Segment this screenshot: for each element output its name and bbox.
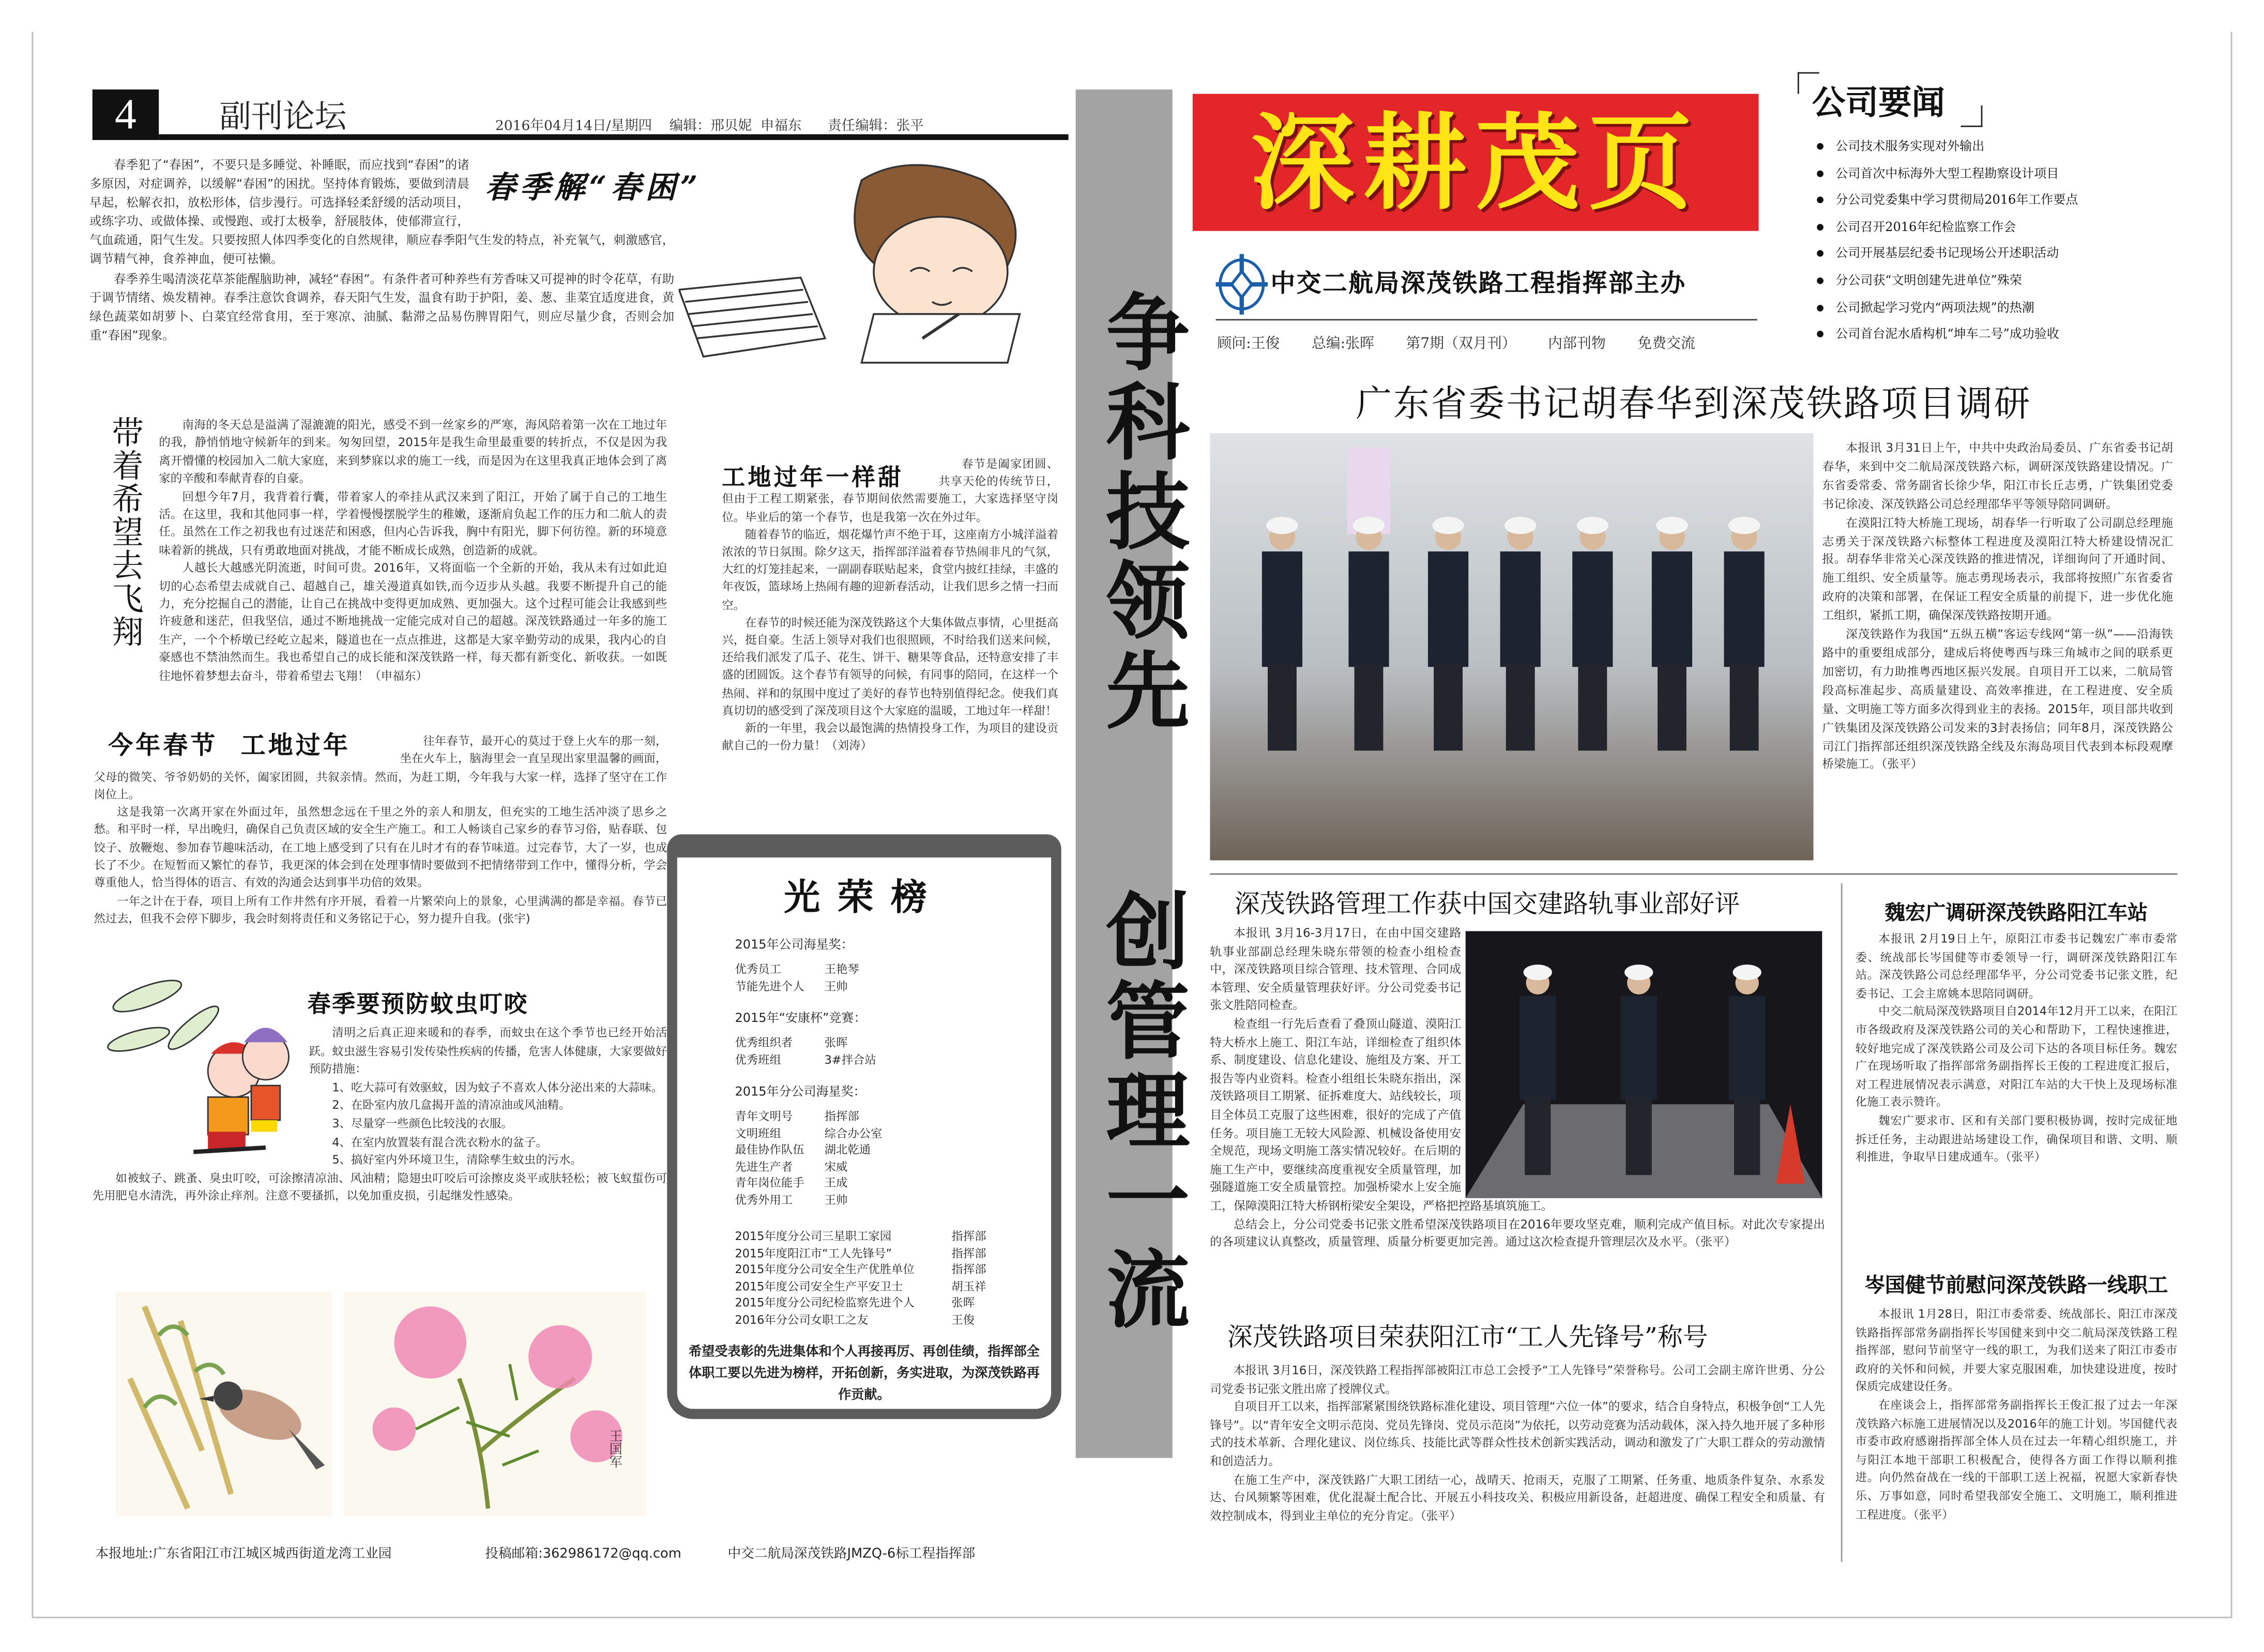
article-title-vertical: 带着希望去飞翔: [107, 416, 143, 648]
issue-info-item: 免费交流: [1637, 336, 1695, 353]
wei-title: 魏宏广调研深茂铁路阳江车站: [1885, 902, 2148, 926]
honoree: 指挥部: [824, 1110, 859, 1123]
paragraph: 1、吃大蒜可有效驱蚊，因为蚊子不喜欢人体分泌出来的大蒜味。: [332, 1081, 663, 1094]
honor-row: [735, 961, 1051, 978]
person-figure: [1652, 552, 1692, 667]
paragraph: 随着春节的临近，烟花爆竹声不绝于耳，这座南方小城洋溢着浓浓的节日氛围。除夕这天，指挥部洋溢着春节热闹非凡的气氛，大红的灯笼挂起来，一副副春联贴起来，食堂内披红挂绿，丰盛的年夜饭，篮球场上热闹有趣的迎新春活动，让我们思乡之情一扫而空。: [722, 528, 1059, 612]
paragraph: 南海的冬天总是溢满了湿漉漉的阳光，感受不到一丝家乡的严寒，海风陪着第一次在工地过年的我，静悄悄地守候新年的到来。匆匆回望，2015年是我生命里最重要的转折点，不仅是因为我离开懵懂的校园加入二航大家庭，来到梦寐以求的施工一线，而是因为在这里我真正地体会到了离家的辛酸和奉献青春的自豪。: [159, 417, 667, 485]
masthead: [1193, 94, 1759, 231]
news-item[interactable]: ● 公司召开2016年纪检监察工作会: [1816, 215, 2078, 242]
company-news-list: [1816, 134, 2078, 349]
article-sweet: [722, 456, 1058, 785]
award-name: 2015年度分公司安全生产优胜单位: [735, 1263, 915, 1276]
painting-signature: 王国军: [607, 1429, 623, 1469]
news-item[interactable]: ● 分公司获“文明创建先进单位”殊荣: [1816, 268, 2078, 295]
article-newyear: [94, 733, 667, 943]
award-name: 2015年度分公司纪检监察先进个人: [735, 1296, 915, 1309]
person-figure: [1728, 517, 1760, 534]
honoree: 湖北乾通: [824, 1143, 871, 1156]
bird-painting: [115, 1292, 332, 1516]
honor-row: [735, 1295, 1051, 1311]
page-border: [32, 1617, 2232, 1618]
issue-info-item: 顾问:王俊: [1217, 336, 1280, 353]
organizer: 中交二航局深茂铁路工程指挥部主办: [1270, 270, 1686, 299]
news-item[interactable]: ● 分公司党委集中学习贯彻局2016年工作要点: [1816, 188, 2078, 215]
honor-row: [735, 978, 1051, 995]
honor-section-heading: 2015年公司海星奖：: [735, 938, 854, 953]
honor-section-heading: 2015年分公司海星奖：: [735, 1085, 866, 1100]
person-figure: [1505, 517, 1536, 534]
person-figure: [1266, 517, 1298, 534]
person-figure: [1262, 552, 1302, 667]
honor-roll-closing: 希望受表彰的先进集体和个人再接再厉、再创佳绩，指挥部全体职工要以先进为榜样，开拓创新，务实进取，为深茂铁路再作贡献。: [689, 1345, 1040, 1403]
paragraph: 3、尽量穿一些颜色比较浅的衣服。: [332, 1117, 513, 1130]
paragraph: 在座谈会上，指挥部常务副指挥长王俊汇报了过去一年深茂铁路六标施工进展情况以及2016年的施工计划。岑国健代表市委市政府感谢指挥部全体人员在过去一年精心组织施工，并与阳江本地干部职工积极配合，使得各方面工作得以顺利推进。向仍然奋战在一线的干部职工送上祝福，祝愿大家新春快乐、万事如意，同时希望我部安全施工、文明施工，顺利推进工程进度。（张平）: [1855, 1399, 2178, 1521]
award-name: 2015年度阳江市“工人先锋号”: [735, 1246, 892, 1260]
person-figure: [1626, 1097, 1652, 1175]
honor-row: [735, 1175, 1051, 1191]
article-body: [1856, 1306, 2178, 1524]
article-title: 工地过年一样甜: [722, 463, 904, 491]
paragraph: 在春节的时候还能为深茂铁路这个大集体做点事情，心里挺高兴，挺自豪。生活上领导对我们也很照顾，不时给我们送来问候，还给我们派发了瓜子、花生、饼干、糖果等食品，还特意安排了丰盛的团圆饭。这个春节有领导的问候，有同事的陪同，在这样一个热闹、祥和的氛围中度过了美好的春节也特别值得纪念。使我们真真切切的感受到了深茂项目这个大家庭的温暖，工地过年一样甜！: [722, 616, 1059, 717]
honoree: 宋威: [824, 1159, 848, 1173]
dateline: 2016年04月14日/星期四 编辑：邢贝妮 申福东 责任编辑：张平: [495, 118, 924, 134]
company-news-header: [1798, 72, 1982, 127]
person-figure: [1572, 552, 1613, 667]
person-figure: [1578, 664, 1607, 751]
honor-row: [735, 1051, 1051, 1068]
article-title: 今年春节 工地过年: [108, 731, 351, 761]
paragraph: 如被蚊子、跳蚤、臭虫叮咬，可涂擦清凉油、风油精；隐翅虫叮咬后可涂擦皮炎平或肤轻松；被飞蚁蜇伤可先用肥皂水清洗，再外涂止痒剂。注意不要搔抓，以免加重皮损，引起继发性感染。: [92, 1171, 667, 1203]
paragraph: 春季犯了“春困”，不要只是多睡觉、补睡眠，而应找到“春困”的诸多原因，对症调养，以缓解“春困”的困扰。坚持体育锻炼，要做到清晨早起，松解衣扣，放松形体，信步漫行。可选择轻柔舒缓的活动项目，或练字功、或做体操、或慢跑、或打太极拳，舒展肢体，使郁滞宣行，气血疏通，阳气生发。只要按照人体四季变化的自然规律，顺应春季阳气生发的特点，补充氧气，刺激感官，调节精气神，食养神血，便可袪懒。: [89, 157, 675, 267]
honoree: 张晖: [824, 1036, 848, 1050]
honoree: 王帅: [824, 1193, 848, 1206]
honoree: 指挥部: [951, 1246, 986, 1260]
honor-row: [735, 1278, 1051, 1295]
article-body: [1210, 1362, 1825, 1525]
award-name: 2015年度分公司三星职工家园: [735, 1230, 892, 1243]
paragraph: 4、在室内放置装有混合洗衣粉水的盆子。: [332, 1135, 548, 1149]
column-divider: [1841, 883, 1843, 1562]
paragraph: 本报讯 1月28日，阳江市委常委、统战部长、阳江市深茂铁路指挥部常务副指挥长岑国健来到中交二航局深茂铁路工程指挥部，慰问节前坚守一线的职工，为我们送来了阳江市委市政府的关怀和问候，并要大家克服困难，加快建设进度，按时保质完成建设任务。: [1855, 1308, 2178, 1394]
person-figure: [1348, 552, 1389, 667]
paragraph: 5、搞好室内外环境卫生，清除孳生蚊虫的污水。: [332, 1153, 582, 1167]
article-title: 春季要预防蚊虫叮咬: [307, 990, 529, 1018]
honoree: 综合办公室: [824, 1126, 883, 1140]
honor-row: [735, 1109, 1051, 1125]
paragraph: 深茂铁路作为我国“五纵五横”客运专线网“第一纵”——沿海铁路中的重要组成部分，建成后将使粤西与珠三角城市之间的联系更加密切，有力助推粤西地区振兴发展。自项目开工以来，二航局管段高标准起步、高质量建设、高效率推进，在工程进度、安全质量、文明施工等方面多次得到业主的表扬。2015年，项目部共收到广铁集团及深茂铁路公司发来的3封表扬信；同年8月，深茂铁路公司江门指挥部还组织深茂铁路全线及东海岛项目代表到本标段观摩桥梁施工。（张平）: [1822, 626, 2174, 772]
paragraph: 自项目开工以来，指挥部紧紧围绕铁路标准化建设、项目管理“六位一体”的要求，结合自身特点，积极争创“工人先锋号”。以“青年安全文明示范岗、党员先锋岗、党员示范岗”为依托，以劳动竞赛为活动载体，深入持久地开展了多种形式的技术革新、合理化建议、岗位练兵、技能比武等群众性技术创新实践活动，调动和激发了广大职工群众的劳动激情和创造活力。: [1210, 1399, 1825, 1469]
lead-photo: [1210, 433, 1813, 861]
masthead-title: 深耕茂页: [1250, 101, 1701, 224]
person-figure: [1428, 552, 1468, 667]
article-hope: [159, 416, 667, 705]
award-name: 2015年度公司安全生产平安卫士: [735, 1279, 903, 1293]
person-figure: [1621, 996, 1657, 1099]
footer-email[interactable]: 投稿邮箱:362986172@qq.com: [485, 1546, 681, 1562]
company-news-title: 公司要闻: [1812, 85, 1945, 123]
person-figure: [1353, 517, 1385, 534]
honoree: 王成: [824, 1176, 848, 1190]
paragraph: 新的一年里，我会以最饱满的热情投身工作，为项目的建设贡献自己的一份力量！（刘涛）: [722, 722, 1059, 753]
paragraph: 本报讯 2月19日上午，原阳江市委书记魏宏广率市委常委、统战部长岑国健等市委领导一行，调研深茂铁路阳江车站。深茂铁路公司总经理邵华平，分公司党委书记张文胜，纪委书记、工会主席姚本思陪同调研。: [1855, 932, 2178, 1000]
issue-info-item: 总编:张晖: [1311, 336, 1374, 353]
honoree: 胡玉祥: [951, 1279, 986, 1293]
cccc-logo-icon: [1215, 254, 1268, 315]
paragraph: 春季养生喝清淡花草茶能醒脑助神，减轻“春困”。有条件者可种养些有芳香味又可提神的时令花草，有助于调节情绪、焕发精神。春季注意饮食调养，春天阳气生发，温食有助于护阳，姜、葱、韭菜宜适度进食，黄绿色蔬菜如胡萝卜、白菜宜经常食用，至于寒凉、油腻、黏滞之品易伤脾胃阳气，则应尽量少食，否则会加重“春困”现象。: [89, 270, 675, 342]
honor-row: [735, 1245, 1051, 1262]
wei-article: [1856, 931, 2178, 1260]
person-figure: [1656, 517, 1688, 534]
honor-row: [735, 1125, 1051, 1142]
paragraph: 往年春节，最开心的莫过于登上火车的那一刻，坐在火车上，脑海里会一直呈现出家里温馨的画面，父母的微笑、爷爷奶奶的关怀，阖家团圆，共叙亲情。然而，为赶工期，今年我与大家一样，选择了坚守在工作岗位上。: [94, 735, 667, 801]
honor-row: [735, 1035, 1051, 1051]
news-item[interactable]: ● 公司开展基层纪委书记现场公开述职活动: [1816, 241, 2078, 268]
honor-row: [735, 1229, 1051, 1245]
honor-row: [735, 1191, 1051, 1208]
article-body: [722, 456, 1058, 755]
award-name: 优秀组织者: [735, 1036, 793, 1050]
sleepy-student-cartoon: [679, 156, 1032, 373]
news-item[interactable]: ● 公司首次中标海外大型工程勘察设计项目: [1816, 161, 2078, 188]
paragraph: 春节是阖家团圆、共享天伦的传统节日，但由于工程工期紧张，春节期间依然需要施工，大家选择坚守岗位。毕业后的第一个春节，也是我第一次在外过年。: [722, 457, 1059, 524]
footer-address: 本报地址:广东省阳江市江城区城西街道龙湾工业园: [95, 1546, 392, 1562]
cen-title: 岑国健节前慰问深茂铁路一线职工: [1864, 1274, 2168, 1298]
paragraph: 中交二航局深茂铁路项目自2014年12月开工以来，在阳江市各级政府及深茂铁路公司的关心和帮助下，工程快速推进，较好地完成了深茂铁路公司及公司下达的各项目标任务。魏宏广在现场听取了指挥部常务副指挥长王俊的工程进度汇报后，对工程进展情况表示满意，对阳江车站的大干快上及现场标准化施工表示赞许。: [1855, 1005, 2178, 1109]
slogan-1: 争科技领先: [1091, 288, 1190, 737]
paragraph: 本报讯 3月16-3月17日，在由中国交建路轨事业部副总经理朱晓东带领的检查小组检查中，深茂铁路项目综合管理、技术管理、合同成本管理、安全质量管理获好评。分公司党委书记张文胜陪同检查。: [1210, 925, 1462, 1013]
award-name: 先进生产者: [735, 1159, 793, 1173]
honoree: 3#拌合站: [824, 1053, 876, 1066]
person-figure: [1525, 1097, 1551, 1175]
pioneer-article: [1210, 1362, 1825, 1546]
news-item[interactable]: ● 公司首台泥水盾构机“坤车二号”成功验收: [1816, 322, 2078, 349]
person-figure: [1524, 965, 1552, 980]
honor-section-heading: 2015年“安康杯”竞赛：: [735, 1012, 867, 1027]
slogan-2: 创管理一流: [1091, 888, 1190, 1336]
page-number: 4: [93, 89, 159, 140]
management-title: 深茂铁路管理工作获中国交建路轨事业部好评: [1234, 891, 1740, 920]
header-rule: [159, 134, 1068, 140]
person-figure: [1733, 965, 1761, 980]
divider: [1215, 319, 1757, 320]
person-figure: [1577, 517, 1608, 534]
award-name: 青年文明号: [735, 1110, 793, 1123]
page-border: [2231, 32, 2232, 1616]
paragraph: 这是我第一次离开家在外面过年，虽然想念远在千里之外的亲人和朋友，但充实的工地生活冲淡了思乡之愁。和平时一样，早出晚归，确保自己负责区域的安全生产施工。和工人畅谈自己家乡的春节习俗，贴春联、包饺子、放鞭炮、参加春节趣味活动，在工地上感受到了只有在儿时才有的春节味道。过完春节，大了一岁，也成长了不少。在短暂而又繁忙的春节，我更深的体会到在处理事情时要做到不把情绪带到工作中，懂得分析，学会尊重他人，恰当得体的语言、有效的沟通会达到事半功倍的效果。: [94, 805, 667, 890]
honor-row: [735, 1142, 1051, 1158]
paragraph: 清明之后真正迎来暖和的春季，而蚊虫在这个季节也已经开始活跃。蚊虫滋生容易引发传染性疾病的传播，危害人体健康，大家要做好预防措施：: [309, 1026, 667, 1076]
tunnel-inspection-photo: [1466, 931, 1822, 1198]
article-body: [1822, 439, 2173, 774]
person-figure: [1624, 965, 1653, 980]
mosquito-cartoon: [107, 970, 302, 1161]
person-figure: [1658, 664, 1686, 751]
person-figure: [1506, 664, 1535, 751]
section-title: 副刊论坛: [219, 98, 347, 134]
issue-info: [1217, 331, 1727, 353]
award-name: 优秀员工: [735, 962, 781, 976]
paragraph: 2、在卧室内放几盒揭开盖的清凉油或风油精。: [332, 1099, 571, 1112]
honoree: 指挥部: [951, 1230, 986, 1243]
person-figure: [1729, 996, 1765, 1099]
award-name: 优秀外用工: [735, 1193, 793, 1206]
honoree: 指挥部: [951, 1263, 986, 1276]
person-figure: [1520, 996, 1556, 1099]
person-figure: [1730, 664, 1759, 751]
lead-headline: 广东省委书记胡春华到深茂铁路项目调研: [1356, 383, 2032, 425]
award-name: 青年岗位能手: [735, 1176, 804, 1190]
person-figure: [1724, 552, 1764, 667]
paragraph: 本报讯 3月16日，深茂铁路工程指挥部被阳江市总工会授予“工人先锋号”荣誉称号。公司工会副主席许世勇、分公司党委书记张文胜出席了授牌仪式。: [1210, 1363, 1825, 1396]
person-figure: [1500, 552, 1541, 667]
person-figure: [1432, 517, 1464, 534]
paragraph: 一年之计在于春，项目上所有工作井然有序开展，看着一片繁荣向上的景象，心里满满的都是幸福。春节已然过去，但我不会停下脚步，我会时刻将责任和义务铭记于心，努力提升自我。(张宇): [94, 894, 667, 926]
article-body: [1856, 931, 2178, 1167]
award-name: 2016年分公司女职工之友: [735, 1312, 869, 1326]
award-name: 优秀班组: [735, 1053, 781, 1066]
award-name: 最佳协作队伍: [735, 1143, 804, 1156]
paragraph: 在漠阳江特大桥施工现场，胡春华一行听取了公司副总经理施志勇关于深茂铁路六标整体工程进度及漠阳江特大桥建设情况汇报。胡春华非常关心深茂铁路的推进情况，详细询问了开通时间、施工组织、安全质量等。施志勇现场表示，我部将按照广东省委省政府的决策和部署，在保证工程安全质量的前提下，进一步优化施工组织，紧抓工期，确保深茂铁路按期开通。: [1822, 514, 2174, 623]
article-title: 春季解“春困”: [485, 169, 702, 205]
honoree: 王艳琴: [824, 962, 859, 976]
honoree: 王帅: [824, 979, 848, 992]
honor-row: [735, 1158, 1051, 1175]
honor-roll: [667, 834, 1061, 1419]
paragraph: 总结会上，分公司党委书记张文胜希望深茂铁路项目在2016年要攻坚克难，顺利完成产值目标。对此次专家提出的各项建议认真整改，质量管理、质量分析要更加完善。通过这次检查提升管理层次及水平。（张平）: [1210, 1216, 1825, 1249]
honor-row: [735, 1311, 1051, 1328]
paragraph: 回想今年7月，我背着行囊，带着家人的牵挂从武汉来到了阳江，开始了属于自己的工地生活。在这里，我和其他同事一样，学着慢慢摆脱学生的稚嫩，逐渐肩负起工作的压力和二航人的责任。虽然在工作之初我也有过迷茫和困惑，但内心告诉我，胸中有阳光，脚下何彷徨。新的环境意味着新的挑战，只有勇敢地面对挑战，才能不断成长成熟，创造新的成就。: [159, 488, 667, 557]
paragraph: 人越长大越感光阴流逝，时间可贵。2016年，又将面临一个全新的开始，我从未有过如此迫切的心态希望去成就自己、超越自己，雄关漫道真如铁,而今迈步从头越。我要不断提升自己的能力，充分挖掘自己的潜能，让自己在挑战中变得更加成熟、更加强大。这个过程可能会让我感到些许疲惫和迷茫，但我坚信，通过不断地挑战一定能完成对自己的超越。深茂铁路通过一年多的施工生产，一个个桥墩已经屹立起来，隧道也在一点点推进，这都是大家辛勤劳动的成果，我内心的自豪感也不禁油然而生。我也希望自己的成长能和深茂铁路一样，每天都有新变化、新收获。一如既往地怀着梦想去奋斗，带着希望去飞翔！（申福东）: [159, 560, 667, 683]
award-name: 文明班组: [735, 1126, 781, 1140]
honoree: 王俊: [951, 1312, 975, 1326]
honoree: 张晖: [951, 1296, 975, 1309]
flower-painting: [344, 1292, 647, 1516]
divider: [1210, 874, 2177, 875]
issue-info-item: 内部刊物: [1548, 336, 1606, 353]
cen-article: [1856, 1306, 2178, 1563]
honor-row: [735, 1262, 1051, 1278]
page-border: [32, 32, 33, 1616]
news-item[interactable]: ● 公司技术服务实现对外输出: [1816, 134, 2078, 161]
paragraph: 魏宏广要求市、区和有关部门要积极协调，按时完成征地拆迁任务，主动跟进站场建设工作，确保项目和谐、文明、顺利推进，争取早日建成通车。（张平）: [1855, 1114, 2178, 1164]
pioneer-title: 深茂铁路项目荣获阳江市“工人先锋号”称号: [1227, 1323, 1708, 1353]
article-body: [159, 416, 667, 684]
paragraph: 检查组一行先后查看了叠顶山隧道、漠阳江特大桥水上施工、阳江车站，详细检查了组织体系、制度建设、信息化建设、施组及方案、开工报告等内业资料。检查小组组长朱晓东指出，深茂铁路项目工期紧、征拆难度大、站线较长，项目全体员工克服了这些困难，很好的完成了产值任务。项目施工无较大风险源、机械设备使用安全规范，现场文明施工落实情况较好。在后期的施工生产中，要继续高度重视安全质量管理，加强隧道施工安全质量管控。加强桥梁水上安全施工，保障漠阳江特大桥钢桁梁安全架设，严格把控路基填筑施工。: [1210, 1016, 1553, 1213]
issue-info-item: 第7期（双月刊）: [1406, 336, 1516, 353]
news-item[interactable]: ● 公司掀起学习党内“两项法规”的热潮: [1816, 295, 2078, 322]
person-figure: [1734, 1097, 1760, 1175]
footer-org: 中交二航局深茂铁路JMZQ-6标工程指挥部: [727, 1546, 976, 1562]
person-figure: [1355, 664, 1384, 751]
person-figure: [1268, 664, 1297, 751]
paragraph: 在施工生产中，深茂铁路广大职工团结一心，战晴天、抢雨天，克服了工期紧、任务重、地质条件复杂、水系发达、台风频繁等困难，优化混凝土配合比、开展五小科技攻关、积极应用新设备，赶超进度、确保工程安全和质量、有效控制成本，得到业主单位的充分肯定。（张平）: [1210, 1472, 1825, 1523]
honor-roll-title: 光荣榜: [784, 876, 945, 919]
award-name: 节能先进个人: [735, 979, 804, 992]
lead-article: [1822, 439, 2173, 863]
paragraph: 本报讯 3月31日上午，中共中央政治局委员、广东省委书记胡春华，来到中交二航局深茂铁路六标，调研深茂铁路建设情况。广东省委常委、常务副省长徐少华，阳江市长丘志勇，广铁集团党委书记徐凌、深茂铁路公司总经理邵华平等领导陪同调研。: [1822, 440, 2174, 511]
person-figure: [1434, 664, 1463, 751]
